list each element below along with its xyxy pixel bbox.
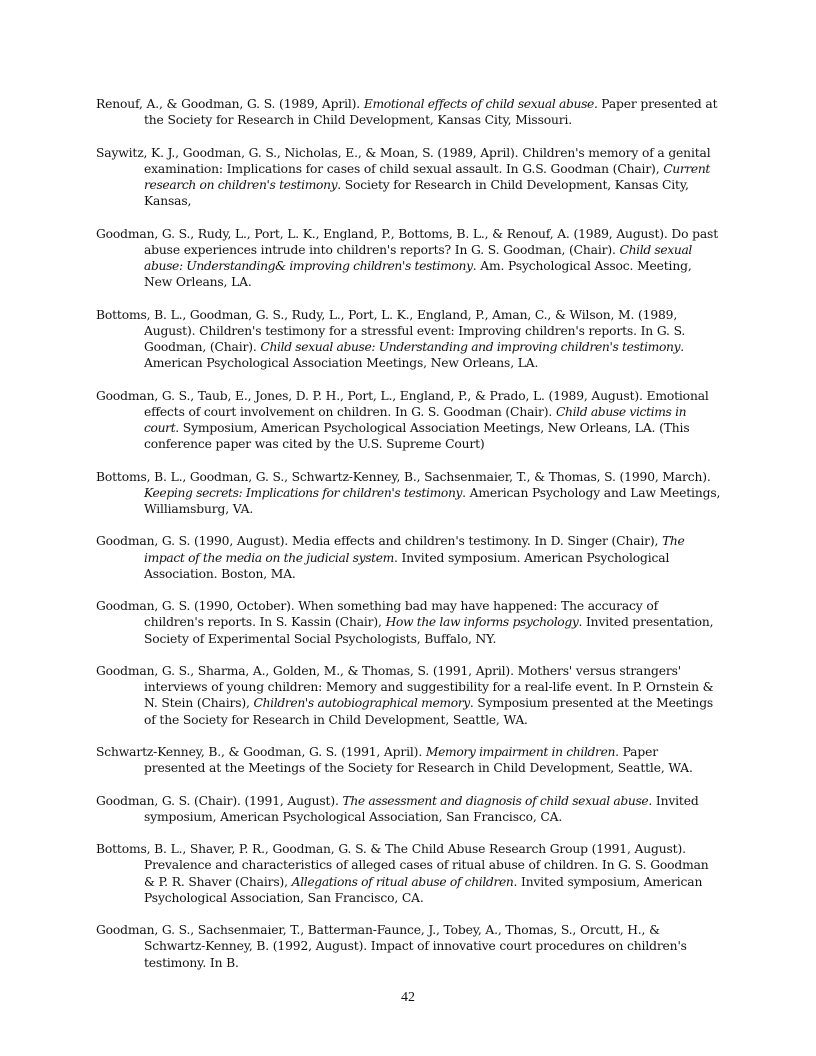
reference-entry xyxy=(96,793,721,825)
reference-title: How the law informs psychology xyxy=(385,615,579,630)
reference-title: Allegations of ritual abuse of children xyxy=(291,874,514,889)
reference-entry xyxy=(96,744,721,776)
reference-title: Emotional effects of child sexual abuse. xyxy=(363,97,598,111)
reference-entry xyxy=(96,307,721,372)
reference-text: Goodman, G. S., Taub, E., Jones, D. P. H., Port, L., England, P., & Prado, L. (1989, August). Emotional effects of court involvement on children. In G. S. Goodman (Chair). xyxy=(96,388,709,419)
reference-text: Bottoms, B. L., Goodman, G. S., Rudy, L., Port, L. K., England, P., Aman, C., & Wilson, M. (1989, August). Children's testimony for a stressful event: Improving children's reports. In G. S. Goodman, (Chair). xyxy=(96,307,686,354)
reference-title: Child sexual abuse: Understanding and improving children's testimony xyxy=(260,340,681,354)
reference-text: . Invited presentation, Society of Experimental Social Psychologists, Buffalo, NY. xyxy=(144,615,714,646)
reference-text: . American Psychological Association Meetings, New Orleans, LA. xyxy=(144,340,684,371)
reference-text: . Society for Research in Child Development, Kansas City, Kansas, xyxy=(144,178,689,209)
reference-text: Saywitz, K. J., Goodman, G. S., Nicholas, E., & Moan, S. (1989, April). Children's memory of a genital examination: Implications for cases of child sexual assault. In G.S. Goodman (Chair), xyxy=(96,145,711,176)
reference-text: . American Psychology and Law Meetings, Williamsburg, VA. xyxy=(144,485,721,516)
reference-entry xyxy=(96,388,721,453)
reference-entry xyxy=(96,663,721,728)
reference-text: Goodman, G. S. (Chair). (1991, August). xyxy=(96,793,343,808)
reference-title: Children's autobiographical memory xyxy=(253,696,470,711)
reference-entry xyxy=(96,226,721,291)
reference-title: Keeping secrets: Implications for children's testimony xyxy=(144,485,463,500)
page-number: 42 xyxy=(401,990,415,1005)
reference-text: . Invited symposium. American Psychological Association. Boston, MA. xyxy=(144,550,670,581)
reference-text: . Symposium presented at the Meetings of the Society for Research in Child Development, Seattle, WA. xyxy=(144,696,714,727)
reference-entry xyxy=(96,469,721,518)
reference-text: . Symposium, American Psychological Association Meetings, New Orleans, LA. (This conference paper was cited by the U.S. Supreme Court) xyxy=(144,421,690,452)
reference-entry xyxy=(96,598,721,647)
reference-text: Bottoms, B. L., Shaver, P. R., Goodman, G. S. & The Child Abuse Research Group (1991, August). Prevalence and characteristics of alleged cases of ritual abuse of children. In G. S. Goodman & P. R. Shaver (Chairs), xyxy=(96,842,709,889)
reference-text: Schwartz-Kenney, B., & Goodman, G. S. (1991, April). xyxy=(96,744,426,759)
reference-title: Current research on children's testimony xyxy=(144,161,710,192)
reference-entry xyxy=(96,145,721,210)
references-list xyxy=(96,96,721,987)
reference-entry xyxy=(96,922,721,971)
reference-text: . Am. Psychological Assoc. Meeting, New Orleans, LA. xyxy=(144,259,692,290)
reference-text: . Invited symposium, American Psychological Association, San Francisco, CA. xyxy=(144,793,699,824)
reference-text: Goodman, G. S. (1990, August). Media effects and children's testimony. In D. Singer (Chair), xyxy=(96,534,663,549)
reference-text: . Invited symposium, American Psychological Association, San Francisco, CA. xyxy=(144,874,703,905)
reference-text: Goodman, G. S., Sharma, A., Golden, M., & Thomas, S. (1991, April). Mothers' versus strangers' interviews of young children: Memory and suggestibility for a real-life event. In P. Ornstein & N. Stein (Chairs), xyxy=(96,663,714,711)
reference-title: The assessment and diagnosis of child sexual abuse xyxy=(342,793,649,808)
reference-title: Child abuse victims in court xyxy=(144,404,687,435)
reference-entry xyxy=(96,841,721,906)
reference-text: Renouf, A., & Goodman, G. S. (1989, April). xyxy=(96,97,364,111)
reference-title: The impact of the media on the judicial system xyxy=(144,534,685,565)
reference-title: Child sexual abuse: Understanding& improving children's testimony xyxy=(144,242,693,273)
reference-text: . Paper presented at the Meetings of the Society for Research in Child Development, Seattle, WA. xyxy=(144,744,693,776)
reference-entry xyxy=(96,533,721,582)
reference-text: Goodman, G. S., Rudy, L., Port, L. K., England, P., Bottoms, B. L., & Renouf, A. (1989, August). Do past abuse experiences intrude into children's reports? In G. S. Goodman, (Chair). xyxy=(96,226,718,257)
reference-text: Goodman, G. S., Sachsenmaier, T., Batterman-Faunce, J., Tobey, A., Thomas, S., Orcutt, H., & Schwartz-Kenney, B. (1992, August). Impact of innovative court procedures on children's testimony. In B. xyxy=(96,923,687,970)
reference-entry xyxy=(96,96,721,128)
reference-text: Paper presented at the Society for Research in Child Development, Kansas City, Missouri. xyxy=(144,97,718,128)
reference-title: Memory impairment in children xyxy=(425,744,616,759)
reference-text: Bottoms, B. L., Goodman, G. S., Schwartz-Kenney, B., Sachsenmaier, T., & Thomas, S. (1990, March). xyxy=(96,469,711,484)
reference-text: Goodman, G. S. (1990, October). When something bad may have happened: The accuracy of children's reports. In S. Kassin (Chair), xyxy=(96,599,659,630)
